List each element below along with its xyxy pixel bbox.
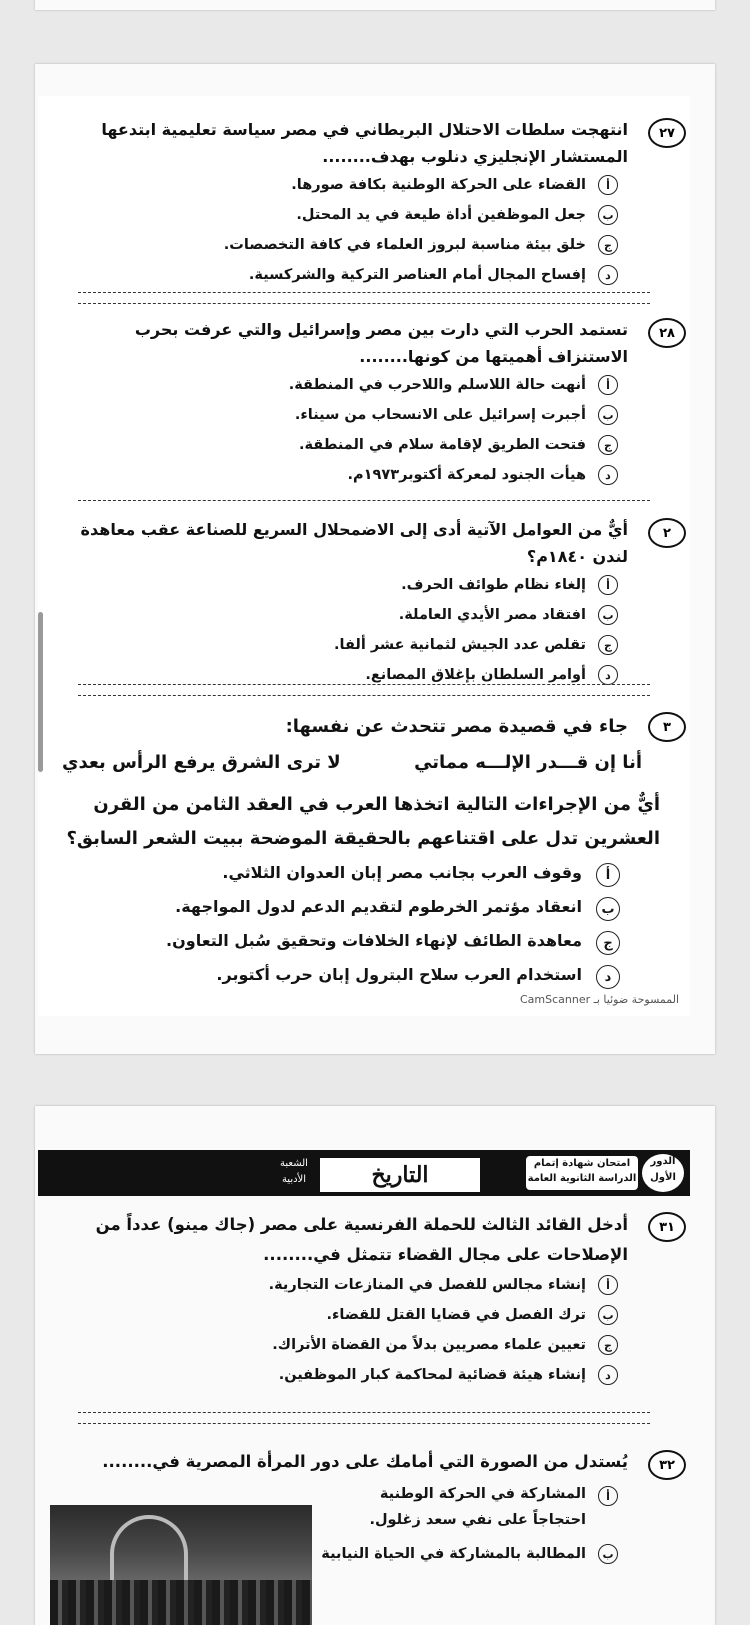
option-text: ترك الفصل في قضايا القتل للقضاء.: [326, 1307, 586, 1323]
option-c: [38, 630, 690, 660]
option-letter: د: [598, 465, 618, 485]
question-30-body: [38, 788, 690, 992]
option-text: افتقاد مصر الأيدي العاملة.: [398, 607, 586, 623]
option-a: [38, 570, 690, 600]
option-text: خلق بيئة مناسبة لبروز العلماء في كافة التخصصات.: [223, 237, 586, 253]
option-text: إلغاء نظام طوائف الحرف.: [401, 577, 586, 593]
question-intro: جاء في قصيدة مصر تتحدث عن نفسها:: [285, 716, 628, 737]
branch-label: الشعبة الأدبية: [280, 1158, 308, 1185]
option-text: معاهدة الطائف لإنهاء الخلافات وتحقيق سُبل التعاون.: [166, 931, 582, 950]
question-number: ٣٢: [648, 1450, 686, 1480]
option-letter: ب: [598, 205, 618, 225]
option-letter: ب: [598, 405, 618, 425]
exam-certificate-label: امتحان شهادة إتمام الدراسة الثانوية العامة: [526, 1156, 638, 1190]
option-letter: ج: [598, 235, 618, 255]
question-number: ٢: [648, 518, 686, 548]
question-text: أيٌّ من العوامل الآتية أدى إلى الاضمحلال السريع للصناعة عقب معاهدة لندن ١٨٤٠م؟: [80, 520, 628, 566]
question-27: [38, 116, 690, 290]
option-text: جعل الموظفين أداة طيعة في يد المحتل.: [296, 207, 586, 223]
option-letter: د: [598, 265, 618, 285]
question-29: [38, 516, 690, 690]
option-letter: ج: [598, 435, 618, 455]
question-number: ٢٧: [648, 118, 686, 148]
option-b: [38, 600, 690, 630]
option-c: [38, 230, 690, 260]
option-letter: ج: [596, 931, 620, 955]
option-letter: أ: [598, 175, 618, 195]
option-a: [38, 370, 690, 400]
camscanner-footer: الممسوحة ضوئيا بـ CamScanner: [520, 993, 680, 1006]
separator-line: [78, 500, 650, 503]
separator-line: [78, 684, 650, 696]
option-letter: أ: [598, 375, 618, 395]
verse-left-half: لا ترى الشرق يرفع الرأس بعدي: [62, 752, 341, 773]
option-a: [290, 1481, 690, 1533]
option-letter: ج: [598, 635, 618, 655]
option-a: [38, 170, 690, 200]
question-number: ٣١: [648, 1212, 686, 1242]
option-letter: أ: [598, 1275, 618, 1295]
option-text: المشاركة في الحركة الوطنية احتجاجاً على نفي سعد زغلول.: [369, 1486, 586, 1528]
exam-header-banner: [38, 1150, 690, 1196]
option-a: [38, 1270, 690, 1300]
option-text: أجبرت إسرائيل على الانسحاب من سيناء.: [294, 407, 586, 423]
question-number: ٣: [648, 712, 686, 742]
option-text: انعقاد مؤتمر الخرطوم لتقديم الدعم لدول المواجهة.: [175, 897, 582, 916]
photo-crowd: [50, 1580, 312, 1625]
option-b: [38, 200, 690, 230]
question-number: ٢٨: [648, 318, 686, 348]
option-c: [38, 430, 690, 460]
option-letter: د: [596, 965, 620, 989]
option-letter: ج: [598, 1335, 618, 1355]
verse-right-half: أنا إن قـــدر الإلـــه مماتي: [414, 752, 642, 773]
option-text: إنشاء مجالس للفصل في المنازعات التجارية.: [268, 1277, 586, 1293]
option-text: القضاء على الحركة الوطنية بكافة صورها.: [291, 177, 586, 193]
option-letter: ب: [596, 897, 620, 921]
option-text: هيأت الجنود لمعركة أكتوبر١٩٧٣م.: [347, 467, 586, 483]
option-letter: ب: [598, 605, 618, 625]
option-letter: د: [598, 1365, 618, 1385]
option-d: [38, 460, 690, 490]
option-d: [38, 260, 690, 290]
option-b: [38, 400, 690, 430]
scrollbar-thumb[interactable]: [38, 612, 43, 772]
option-b: [38, 890, 690, 924]
option-text: أوامر السلطان بإغلاق المصانع.: [365, 667, 586, 683]
option-text: إفساح المجال أمام العناصر التركية والشركسية.: [248, 267, 586, 283]
separator-line: [78, 292, 650, 304]
option-letter: ب: [598, 1544, 618, 1564]
option-letter: د: [598, 665, 618, 685]
option-text: تعيين علماء مصريين بدلاً من القضاة الأتراك.: [272, 1337, 586, 1353]
question-text: يُستدل من الصورة التي أمامك على دور المرأة المصرية في........: [102, 1452, 628, 1471]
option-text: إنشاء هيئة قضائية لمحاكمة كبار الموظفين.: [278, 1367, 586, 1383]
option-text: استخدام العرب سلاح البترول إبان حرب أكتوبر.: [216, 965, 582, 984]
option-letter: أ: [598, 1486, 618, 1506]
scan-page-1-content: [38, 96, 690, 1016]
option-text: فتحت الطريق لإقامة سلام في المنطقة.: [298, 437, 586, 453]
option-d: [38, 958, 690, 992]
question-text: أدخل القائد الثالث للحملة الفرنسية على مصر (جاك مينو) عدداً من الإصلاحات على مجال القضاء تتمثل في........: [95, 1215, 628, 1264]
option-b: [38, 1300, 690, 1330]
question-text: تستمد الحرب التي دارت بين مصر وإسرائيل والتي عرفت بحرب الاستنزاف أهميتها من كونها........: [134, 320, 628, 366]
separator-line: [78, 1412, 650, 1424]
option-letter: أ: [598, 575, 618, 595]
option-a: [38, 856, 690, 890]
option-b: [290, 1539, 690, 1569]
option-text: أنهت حالة اللاسلم واللاحرب في المنطقة.: [288, 377, 586, 393]
question-30: [38, 710, 690, 744]
question-text: انتهجت سلطات الاحتلال البريطاني في مصر سياسة تعليمية ابتدعها المستشار الإنجليزي دنلوب بهدف........: [101, 120, 628, 166]
question-31: [38, 1210, 690, 1390]
question-text: أيٌّ من الإجراءات التالية اتخذها العرب في العقد الثامن من القرن العشرين تدل على اقتناعهم بالحقيقة الموضحة ببيت الشعر السابق؟: [66, 794, 660, 849]
question-28: [38, 316, 690, 490]
exam-round-badge: الدور الأول: [642, 1154, 684, 1192]
option-text: وقوف العرب بجانب مصر إبان العدوان الثلاثي.: [222, 863, 582, 882]
option-c: [38, 924, 690, 958]
page-top-strip: [35, 0, 715, 10]
option-c: [38, 1330, 690, 1360]
option-letter: أ: [596, 863, 620, 887]
option-letter: ب: [598, 1305, 618, 1325]
historical-photo-women-protest: [50, 1505, 312, 1625]
option-text: تقلص عدد الجيش لثمانية عشر ألفا.: [334, 637, 586, 653]
option-d: [38, 1360, 690, 1390]
option-text: المطالبة بالمشاركة في الحياة النيابية: [321, 1546, 586, 1562]
subject-title: التاريخ: [318, 1156, 482, 1194]
